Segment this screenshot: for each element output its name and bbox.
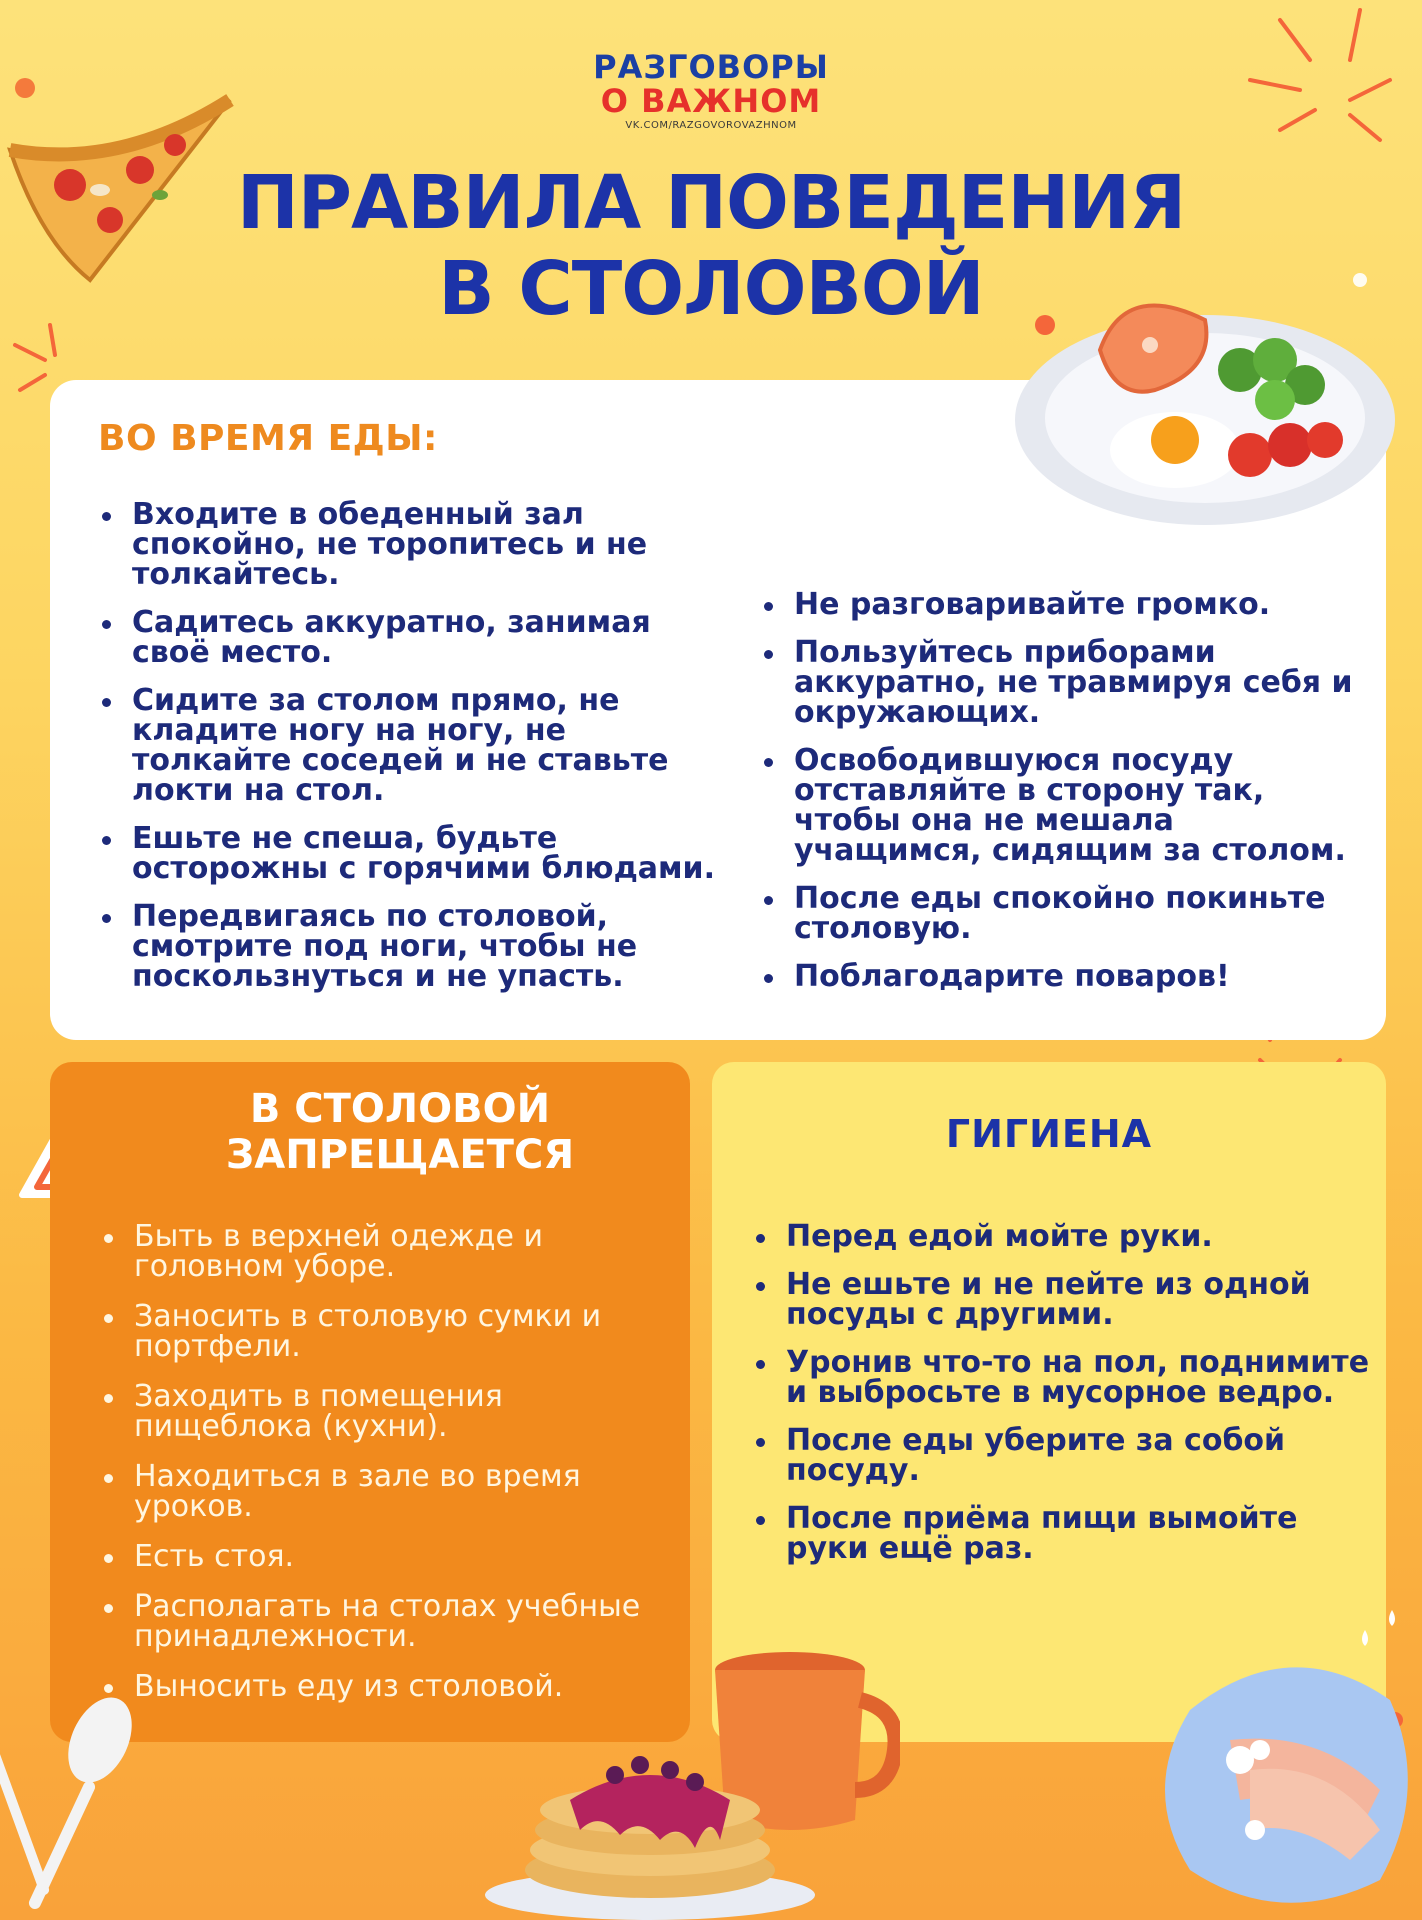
- pancakes-illustration: [480, 1730, 820, 1920]
- list-item: Выносить еду из столовой.: [100, 1672, 680, 1702]
- forbidden-heading-line-1: В СТОЛОВОЙ: [249, 1086, 551, 1132]
- list-item: Есть стоя.: [100, 1542, 680, 1572]
- cutlery-illustration: [0, 1680, 160, 1920]
- list-item: Поблагодарите поваров!: [760, 962, 1360, 992]
- list-item: Не ешьте и не пейте из одной посуды с другими.: [752, 1270, 1372, 1330]
- page-title-line-2: В СТОЛОВОЙ: [438, 246, 984, 332]
- logo-line-2: О ВАЖНОМ: [600, 82, 822, 120]
- forbidden-heading-line-2: ЗАПРЕЩАЕТСЯ: [225, 1132, 575, 1178]
- hygiene-heading: ГИГИЕНА: [945, 1112, 1153, 1156]
- logo-url: VK.COM/RAZGOVOROVAZHNOM: [625, 120, 797, 131]
- forbidden-card: [50, 1062, 690, 1742]
- list-item: Ешьте не спеша, будьте осторожны с горячими блюдами.: [98, 824, 728, 884]
- list-item: Пользуйтесь приборами аккуратно, не травмируя себя и окружающих.: [760, 638, 1360, 728]
- list-item: Передвигаясь по столовой, смотрите под ноги, чтобы не поскользнуться и не упасть.: [98, 902, 728, 992]
- list-item: Входите в обеденный зал спокойно, не торопитесь и не толкайтесь.: [98, 500, 728, 590]
- list-item: Заходить в помещения пищеблока (кухни).: [100, 1382, 680, 1442]
- list-item: Находиться в зале во время уроков.: [100, 1462, 680, 1522]
- list-item: Не разговаривайте громко.: [760, 590, 1360, 620]
- hand-washing-illustration: [1130, 1590, 1422, 1920]
- during-meal-heading: ВО ВРЕМЯ ЕДЫ:: [98, 418, 438, 459]
- list-item: После еды уберите за собой посуду.: [752, 1426, 1372, 1486]
- list-item: Перед едой мойте руки.: [752, 1222, 1372, 1252]
- forbidden-list: [100, 1219, 680, 1722]
- during-meal-right-list: [760, 587, 1360, 1010]
- list-item: Заносить в столовую сумки и портфели.: [100, 1302, 680, 1362]
- list-item: Садитесь аккуратно, занимая своё место.: [98, 608, 728, 668]
- list-item: После приёма пищи вымойте руки ещё раз.: [752, 1504, 1372, 1564]
- list-item: Освободившуюся посуду отставляйте в сторону так, чтобы она не мешала учащимся, сидящим за столом.: [760, 746, 1360, 866]
- list-item: Сидите за столом прямо, не кладите ногу на ногу, не толкайте соседей и не ставьте локти на стол.: [98, 686, 728, 806]
- during-meal-left-list: [98, 497, 728, 1010]
- page-title-line-1: ПРАВИЛА ПОВЕДЕНИЯ: [236, 160, 1186, 246]
- hygiene-list: [752, 1219, 1372, 1582]
- list-item: Располагать на столах учебные принадлежности.: [100, 1592, 680, 1652]
- logo-line-1: РАЗГОВОРЫ: [593, 48, 829, 86]
- list-item: Быть в верхней одежде и головном уборе.: [100, 1222, 680, 1282]
- fish-plate-illustration: [1005, 290, 1405, 540]
- forbidden-heading: [170, 1086, 630, 1178]
- list-item: Уронив что-то на пол, поднимите и выбросьте в мусорное ведро.: [752, 1348, 1372, 1408]
- list-item: После еды спокойно покиньте столовую.: [760, 884, 1360, 944]
